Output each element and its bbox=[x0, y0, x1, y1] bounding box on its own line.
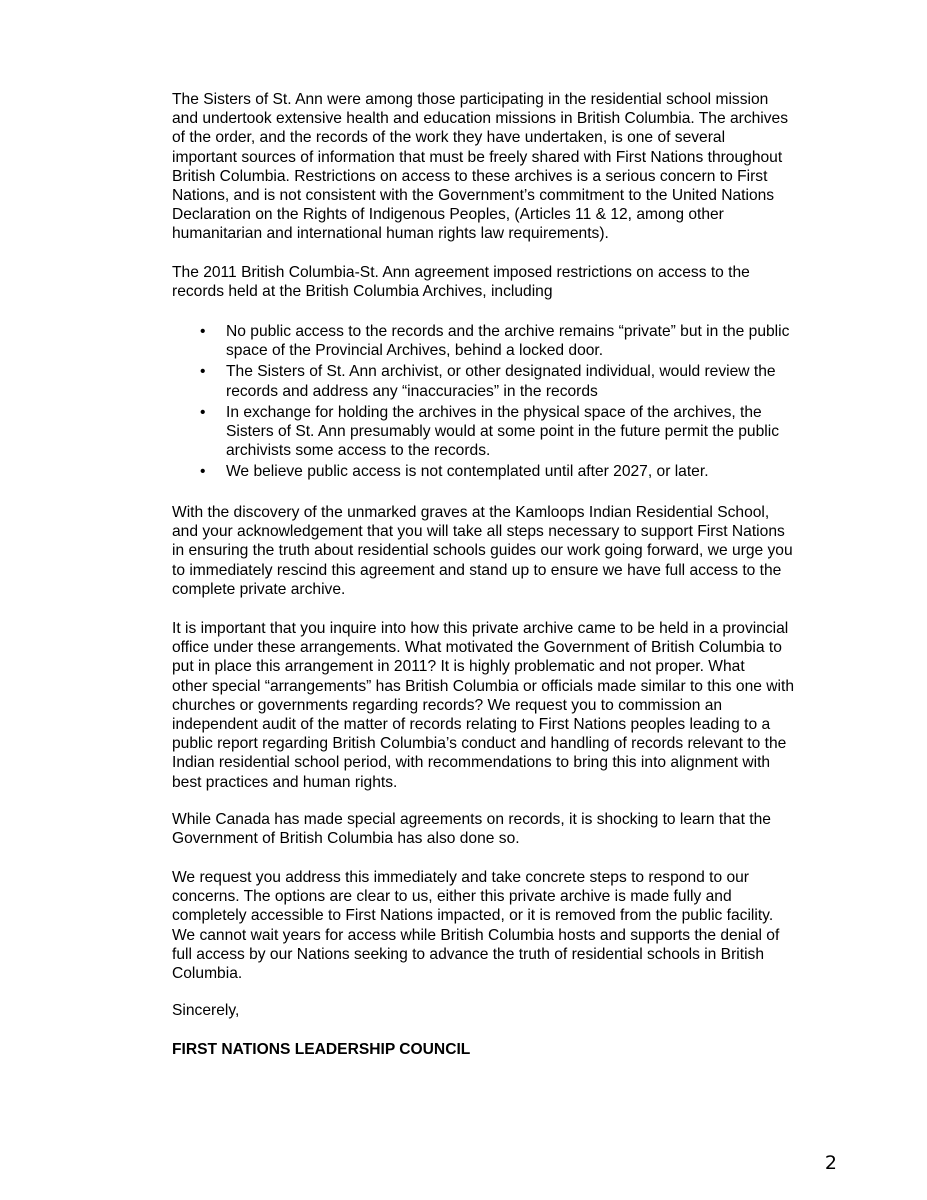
text-line: Government of British Columbia has also done so. bbox=[172, 830, 520, 848]
text-line: Declaration on the Rights of Indigenous Peoples, (Articles 11 & 12, among other bbox=[172, 206, 724, 224]
text-line: important sources of information that must be freely shared with First Nations throughout bbox=[172, 148, 783, 166]
text-line: archivists some access to the records. bbox=[226, 442, 491, 460]
text-line: With the discovery of the unmarked graves at the Kamloops Indian Residential School, bbox=[172, 504, 770, 521]
text-line: and your acknowledgement that you will take all steps necessary to support First Nations bbox=[172, 523, 785, 541]
text-line: of the order, and the records of the work they have undertaken, is one of several bbox=[172, 129, 726, 147]
text-line: office under these arrangements. What motivated the Government of British Columbia to bbox=[172, 639, 782, 657]
list-item bbox=[172, 322, 862, 360]
text-line: concerns. The options are clear to us, either this private archive is made fully and bbox=[172, 888, 732, 906]
text-line: in ensuring the truth about residential schools guides our work going forward, we urge you bbox=[172, 542, 793, 560]
text-line: complete private archive. bbox=[172, 580, 346, 598]
signature-organization: FIRST NATIONS LEADERSHIP COUNCIL bbox=[172, 1041, 471, 1058]
text-line: to immediately rescind this agreement and stand up to ensure we have full access to the bbox=[172, 561, 782, 579]
text-line: Columbia. bbox=[172, 965, 243, 983]
list-item bbox=[172, 403, 862, 461]
text-line: Nations, and is not consistent with the Government’s commitment to the United Nations bbox=[172, 187, 775, 205]
text-line: The Sisters of St. Ann archivist, or other designated individual, would review the bbox=[226, 363, 776, 381]
paragraph-request bbox=[172, 868, 862, 983]
text-line: other special “arrangements” has British Columbia or officials made similar to this one with bbox=[172, 677, 794, 695]
page-number: 2 bbox=[824, 1152, 837, 1174]
text-line: put in place this arrangement in 2011? It is highly problematic and not proper. What bbox=[172, 658, 745, 676]
text-line: We request you address this immediately and take concrete steps to respond to our bbox=[172, 869, 749, 886]
text-line: It is important that you inquire into how this private archive came to be held in a provincial bbox=[172, 620, 789, 637]
text-line: British Columbia. Restrictions on access to these archives is a serious concern to First bbox=[172, 167, 768, 185]
list-item bbox=[172, 462, 862, 481]
paragraph-canada bbox=[172, 810, 862, 848]
text-line: best practices and human rights. bbox=[172, 773, 398, 791]
text-line: Indian residential school period, with recommendations to bring this into alignment with bbox=[172, 754, 771, 772]
bullet-icon: • bbox=[200, 323, 206, 340]
text-line: The Sisters of St. Ann were among those participating in the residential school mission bbox=[172, 91, 769, 108]
text-line: records and address any “inaccuracies” in the records bbox=[226, 382, 598, 400]
bullet-icon: • bbox=[200, 363, 206, 381]
text-line: space of the Provincial Archives, behind a locked door. bbox=[226, 342, 604, 360]
text-line: The 2011 British Columbia-St. Ann agreement imposed restrictions on access to the bbox=[172, 264, 750, 281]
bullet-icon: • bbox=[200, 463, 206, 481]
text-line: humanitarian and international human rights law requirements). bbox=[172, 225, 609, 243]
text-line: We believe public access is not contemplated until after 2027, or later. bbox=[226, 463, 709, 481]
text-line: and undertook extensive health and education missions in British Columbia. The archives bbox=[172, 110, 789, 128]
text-line: completely accessible to First Nations impacted, or it is removed from the public facility. bbox=[172, 907, 774, 925]
text-line: public report regarding British Columbia’s conduct and handling of records relevant to the bbox=[172, 735, 787, 753]
bullet-icon: • bbox=[200, 403, 206, 421]
text-line: While Canada has made special agreements on records, it is shocking to learn that the bbox=[172, 811, 771, 828]
restrictions-list bbox=[172, 322, 862, 484]
paragraph-kamloops bbox=[172, 503, 862, 599]
text-line: churches or governments regarding records? We request you to commission an bbox=[172, 696, 723, 714]
text-line: No public access to the records and the archive remains “private” but in the public bbox=[226, 323, 790, 340]
paragraph-2011-agreement bbox=[172, 263, 862, 301]
paragraph-sisters-of-st-ann bbox=[172, 90, 862, 244]
list-item bbox=[172, 362, 862, 400]
text-line: full access by our Nations seeking to advance the truth of residential schools in British bbox=[172, 945, 765, 963]
paragraph-inquiry bbox=[172, 619, 862, 792]
text-line: independent audit of the matter of records relating to First Nations peoples leading to a bbox=[172, 716, 771, 734]
text-line: Sisters of St. Ann presumably would at some point in the future permit the public bbox=[226, 423, 779, 441]
text-line: records held at the British Columbia Archives, including bbox=[172, 283, 553, 301]
text-line: In exchange for holding the archives in the physical space of the archives, the bbox=[226, 403, 762, 421]
text-line: We cannot wait years for access while British Columbia hosts and supports the denial of bbox=[172, 926, 780, 944]
closing-salutation: Sincerely, bbox=[172, 1002, 240, 1019]
